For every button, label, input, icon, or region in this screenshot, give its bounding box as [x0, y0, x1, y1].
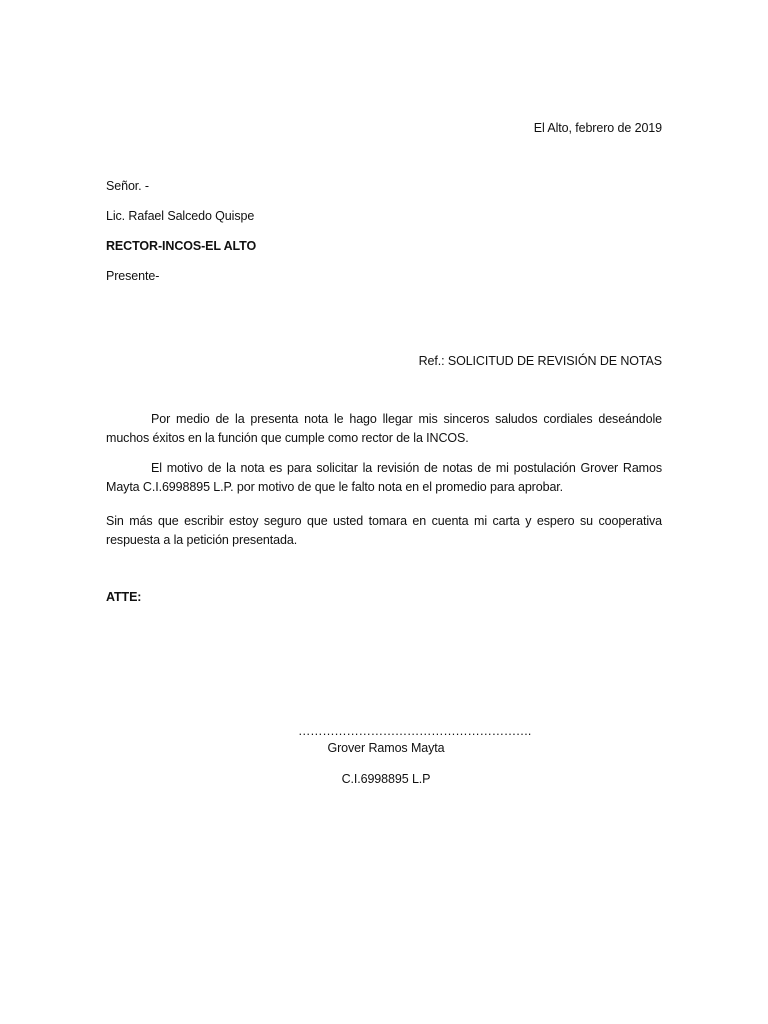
reference-line: Ref.: SOLICITUD DE REVISIÓN DE NOTAS	[418, 354, 662, 368]
signature-line: ………………………………………………….	[298, 724, 531, 738]
salutation: Señor. -	[106, 179, 149, 193]
letter-date: El Alto, febrero de 2019	[533, 121, 662, 135]
closing: ATTE:	[106, 590, 142, 604]
paragraph-text: El motivo de la nota es para solicitar la revisión de notas de mi postulación Grover Ramos Mayta C.I.6998895 L.P. por motivo de que le falto nota en el promedio para aprobar.	[106, 461, 662, 494]
body-paragraph-2	[106, 459, 662, 496]
signer-name: Grover Ramos Mayta	[327, 741, 445, 755]
paragraph-text: Por medio de la presenta nota le hago llegar mis sinceros saludos cordiales deseándole muchos éxitos en la función que cumple como rector de la INCOS.	[106, 412, 662, 445]
recipient-name: Lic. Rafael Salcedo Quispe	[106, 209, 255, 223]
signer-id: C.I.6998895 L.P	[341, 772, 431, 786]
presente-line: Presente-	[106, 269, 160, 283]
recipient-title: RECTOR-INCOS-EL ALTO	[106, 239, 257, 253]
body-paragraph-3: Sin más que escribir estoy seguro que usted tomara en cuenta mi carta y espero su cooperativa respuesta a la petición presentada.	[106, 514, 662, 547]
body-paragraph-1	[106, 410, 662, 447]
